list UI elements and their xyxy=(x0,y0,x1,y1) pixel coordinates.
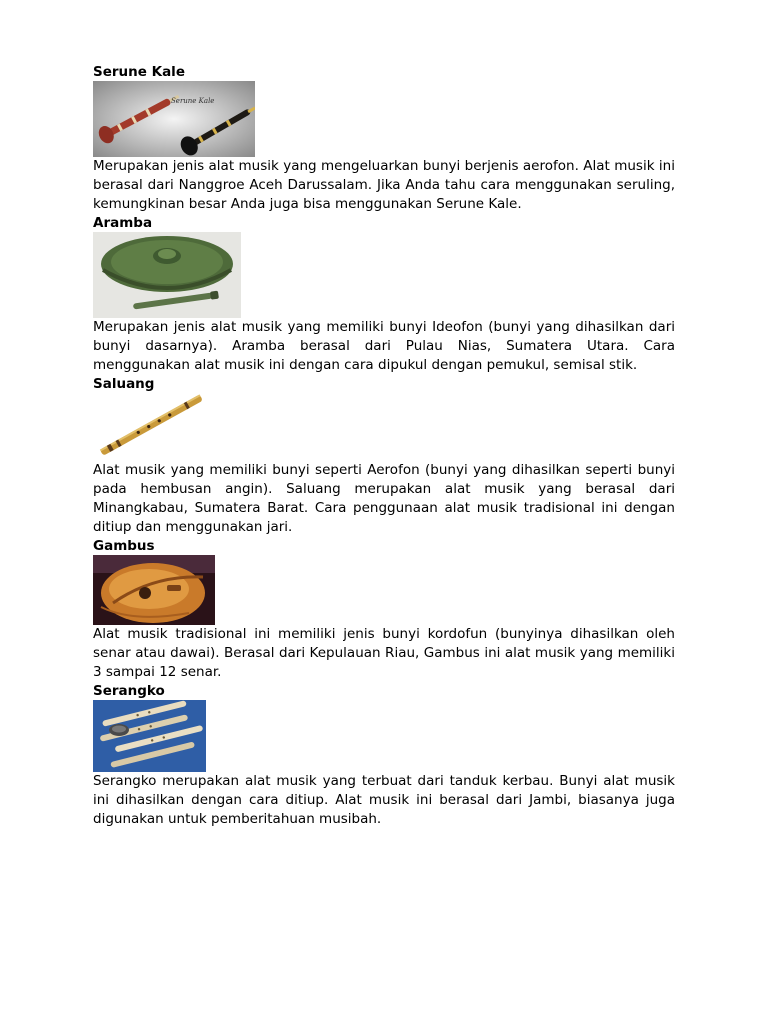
saluang-image xyxy=(93,393,205,461)
aramba-image xyxy=(93,232,241,318)
section-text-gambus: Alat musik tradisional ini memiliki jenis bunyi kordofun (bunyinya dihasilkan oleh senar atau dawai). Berasal dari Kepulauan Riau, Gambus ini alat musik yang memiliki 3 sampai 12 senar. xyxy=(93,626,675,680)
gambus-image xyxy=(93,555,215,625)
serune-kale-image xyxy=(93,81,255,157)
section-title-serune-kale: Serune Kale xyxy=(93,64,185,80)
section-title-saluang: Saluang xyxy=(93,376,155,392)
section-title-gambus: Gambus xyxy=(93,538,155,554)
document-content xyxy=(93,63,675,829)
section-title-aramba: Aramba xyxy=(93,215,153,231)
section-text-aramba: Merupakan jenis alat musik yang memiliki bunyi Ideofon (bunyi yang dihasilkan dari bunyi dasarnya). Aramba berasal dari Pulau Nias, Sumatera Utara. Cara menggunakan alat musik ini dengan cara dipukul dengan pemukul, semisal stik. xyxy=(93,319,675,373)
section-text-serangko: Serangko merupakan alat musik yang terbuat dari tanduk kerbau. Bunyi alat musik ini dihasilkan dengan cara ditiup. Alat musik ini berasal dari Jambi, biasanya juga digunakan untuk pemberitahuan musibah. xyxy=(93,773,675,827)
section-text-serune-kale: Merupakan jenis alat musik yang mengeluarkan bunyi berjenis aerofon. Alat musik ini berasal dari Nanggroe Aceh Darussalam. Jika Anda tahu cara menggunakan seruling, kemungkinan besar Anda juga bisa menggunakan Serune Kale. xyxy=(93,158,675,212)
section-title-serangko: Serangko xyxy=(93,683,165,699)
serangko-image xyxy=(93,700,206,772)
serune-kale-image-caption: Serune Kale xyxy=(171,97,215,105)
section-text-saluang: Alat musik yang memiliki bunyi seperti Aerofon (bunyi yang dihasilkan seperti bunyi pada hembusan angin). Saluang merupakan alat musik yang berasal dari Minangkabau, Sumatera Barat. Cara penggunaan alat musik tradisional ini dengan ditiup dan menggunakan jari. xyxy=(93,462,675,535)
